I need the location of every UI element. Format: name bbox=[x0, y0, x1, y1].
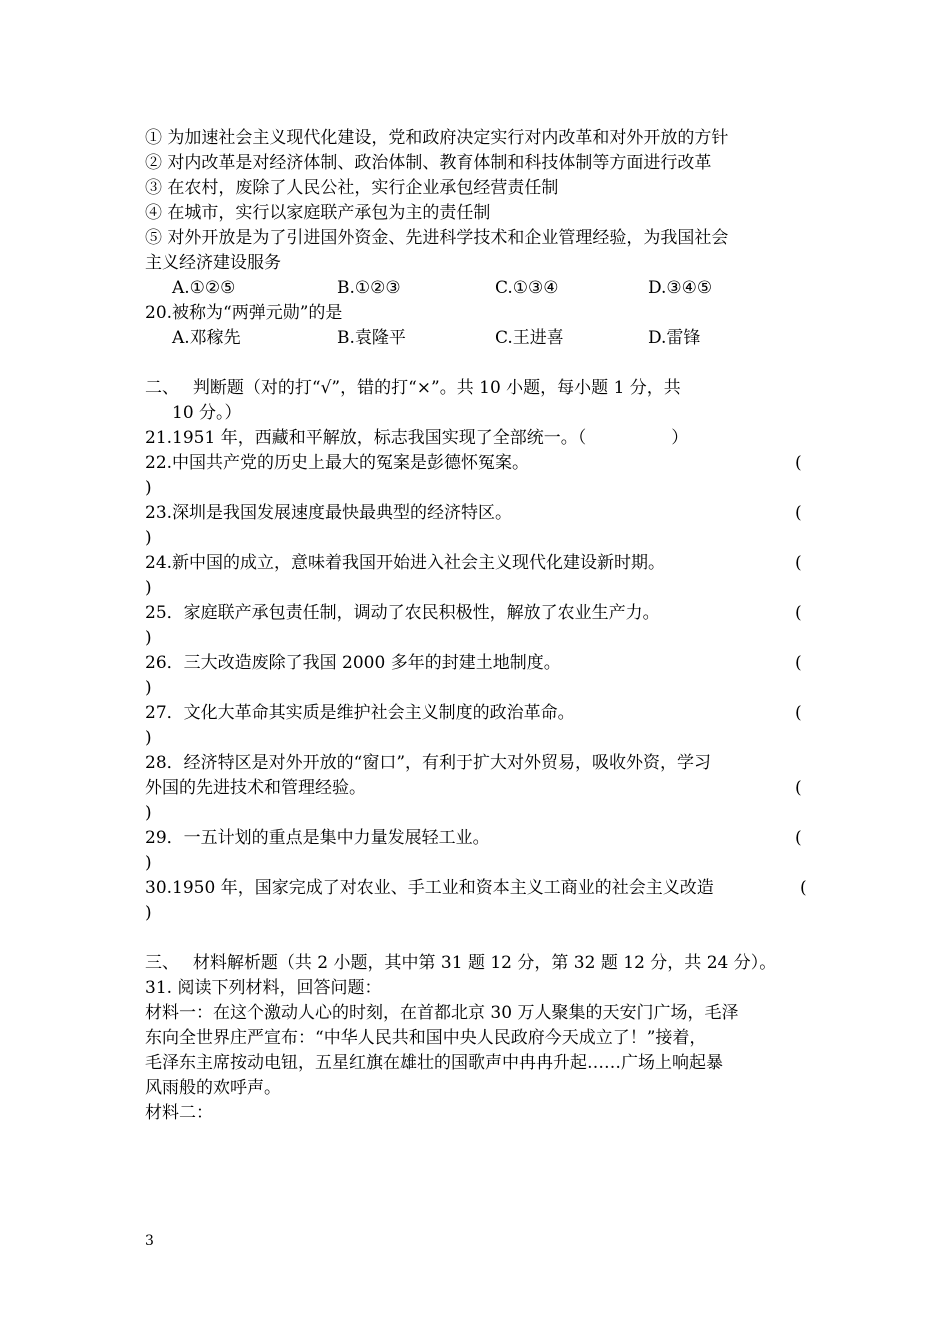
q27-close-paren: ) bbox=[145, 728, 152, 748]
q23-close-paren: ) bbox=[145, 528, 152, 548]
statement-4: ④ 在城市，实行以家庭联产承包为主的责任制 bbox=[145, 203, 491, 223]
material1-line4: 风雨般的欢呼声。 bbox=[145, 1078, 281, 1098]
q22-close-paren: ) bbox=[145, 478, 152, 498]
statement-5: ⑤ 对外开放是为了引进国外资金、先进科学技术和企业管理经验，为我国社会 bbox=[145, 228, 729, 248]
q26: 26．三大改造废除了我国 2000 多年的封建土地制度。 bbox=[145, 653, 561, 673]
q26-open-paren: ( bbox=[795, 653, 802, 673]
q25-close-paren: ) bbox=[145, 628, 152, 648]
q30-open-paren: ( bbox=[800, 878, 807, 898]
q23-open-paren: ( bbox=[795, 503, 802, 523]
q30: 30.1950 年，国家完成了对农业、手工业和资本主义工商业的社会主义改造 bbox=[145, 878, 714, 898]
q24-close-paren: ) bbox=[145, 578, 152, 598]
q28-cont: 外国的先进技术和管理经验。 bbox=[145, 778, 366, 798]
q21: 21.1951 年，西藏和平解放，标志我国实现了全部统一。（ ） bbox=[145, 428, 689, 448]
q25: 25．家庭联产承包责任制，调动了农民积极性，解放了农业生产力。 bbox=[145, 603, 660, 623]
q24-open-paren: ( bbox=[795, 553, 802, 573]
page-number: 3 bbox=[145, 1233, 154, 1249]
q29-open-paren: ( bbox=[795, 828, 802, 848]
q29-close-paren: ) bbox=[145, 853, 152, 873]
q19-option-b: B.①②③ bbox=[337, 278, 401, 298]
q20-option-a: A.邓稼先 bbox=[172, 328, 241, 348]
q27-open-paren: ( bbox=[795, 703, 802, 723]
q23: 23.深圳是我国发展速度最快最典型的经济特区。 bbox=[145, 503, 513, 523]
material1-line1: 材料一：在这个激动人心的时刻，在首都北京 30 万人聚集的天安门广场，毛泽 bbox=[145, 1003, 739, 1023]
q31-question: 31. 阅读下列材料，回答问题： bbox=[145, 978, 382, 998]
section3-heading: 三、 材料解析题（共 2 小题，其中第 31 题 12 分，第 32 题 12 分，共 24 分）。 bbox=[145, 953, 777, 973]
q22-open-paren: ( bbox=[795, 453, 802, 473]
q26-close-paren: ) bbox=[145, 678, 152, 698]
q28-close-paren: ) bbox=[145, 803, 152, 823]
q20-question: 20.被称为“两弹元勋”的是 bbox=[145, 303, 343, 323]
q28: 28．经济特区是对外开放的“窗口”，有利于扩大对外贸易，吸收外资，学习 bbox=[145, 753, 712, 773]
q22: 22.中国共产党的历史上最大的冤案是彭德怀冤案。 bbox=[145, 453, 530, 473]
q25-open-paren: ( bbox=[795, 603, 802, 623]
statement-2: ② 对内改革是对经济体制、政治体制、教育体制和科技体制等方面进行改革 bbox=[145, 153, 712, 173]
q30-close-paren: ) bbox=[145, 903, 152, 923]
q27: 27．文化大革命其实质是维护社会主义制度的政治革命。 bbox=[145, 703, 575, 723]
q19-option-d: D.③④⑤ bbox=[648, 278, 713, 298]
material2-label: 材料二： bbox=[145, 1103, 213, 1123]
statement-1: ① 为加速社会主义现代化建设，党和政府决定实行对内改革和对外开放的方针 bbox=[145, 128, 729, 148]
q28-open-paren: ( bbox=[795, 778, 802, 798]
section2-heading-cont: 10 分。） bbox=[172, 403, 242, 423]
material1-line2: 东向全世界庄严宣布：“中华人民共和国中央人民政府今天成立了！”接着， bbox=[145, 1028, 707, 1048]
q29: 29．一五计划的重点是集中力量发展轻工业。 bbox=[145, 828, 490, 848]
q19-option-c: C.①③④ bbox=[495, 278, 559, 298]
statement-5-cont: 主义经济建设服务 bbox=[145, 253, 281, 273]
q20-option-c: C.王进喜 bbox=[495, 328, 564, 348]
q19-option-a: A.①②⑤ bbox=[172, 278, 236, 298]
q20-option-b: B.袁隆平 bbox=[337, 328, 406, 348]
statement-3: ③ 在农村，废除了人民公社，实行企业承包经营责任制 bbox=[145, 178, 559, 198]
material1-line3: 毛泽东主席按动电钮，五星红旗在雄壮的国歌声中冉冉升起……广场上响起暴 bbox=[145, 1053, 723, 1073]
q24: 24.新中国的成立，意味着我国开始进入社会主义现代化建设新时期。 bbox=[145, 553, 666, 573]
q20-option-d: D.雷锋 bbox=[648, 328, 701, 348]
section2-heading: 二、 判断题（对的打“√”，错的打“×”。共 10 小题，每小题 1 分，共 bbox=[145, 378, 681, 398]
